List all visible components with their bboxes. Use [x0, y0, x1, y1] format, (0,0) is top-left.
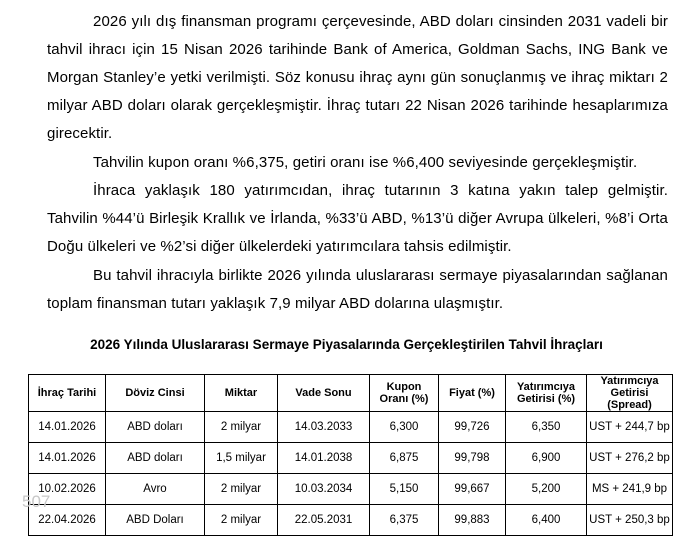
- cell-yield: 6,350: [506, 412, 587, 443]
- cell-spread: UST + 276,2 bp: [587, 443, 673, 474]
- cell-maturity: 14.03.2033: [278, 412, 370, 443]
- cell-coupon: 5,150: [370, 474, 439, 505]
- cell-coupon: 6,875: [370, 443, 439, 474]
- cell-maturity: 10.03.2034: [278, 474, 370, 505]
- cell-currency: Avro: [106, 474, 205, 505]
- cell-issue-date: 14.01.2026: [29, 412, 106, 443]
- cell-amount: 2 milyar: [205, 412, 278, 443]
- cell-amount: 2 milyar: [205, 474, 278, 505]
- cell-currency: ABD Doları: [106, 505, 205, 536]
- paragraph-coupon: [47, 149, 668, 177]
- header-amount: Miktar: [205, 375, 278, 412]
- cell-amount: 2 milyar: [205, 505, 278, 536]
- table-title: 2026 Yılında Uluslararası Sermaye Piyasalarında Gerçekleştirilen Tahvil İhraçları: [90, 337, 603, 352]
- cell-price: 99,883: [439, 505, 506, 536]
- paragraph-issuance: [47, 8, 668, 148]
- paragraph-text: İhraca yaklaşık 180 yatırımcıdan, ihraç tutarının 3 katına yakın talep gelmiştir. Tahvilin %44’ü Birleşik Krallık ve İrlanda, %33’ü ABD, %13’ü diğer Avrupa ülkeleri, %8’i Orta Doğu ülkeleri ve %2’si diğer ülkelerdeki yatırımcılara tahsis edilmiştir.: [47, 182, 668, 255]
- cell-yield: 6,900: [506, 443, 587, 474]
- cell-issue-date: 22.04.2026: [29, 505, 106, 536]
- cell-spread: UST + 250,3 bp: [587, 505, 673, 536]
- cell-yield: 5,200: [506, 474, 587, 505]
- paragraph-demand: [47, 177, 668, 261]
- paragraph-text: 2026 yılı dış finansman programı çerçevesinde, ABD doları cinsinden 2031 vadeli bir tahvil ihracı için 15 Nisan 2026 tarihinde Bank of America, Goldman Sachs, ING Bank ve Morgan Stanley’e yetki verilmişti. Söz konusu ihraç aynı gün sonuçlanmış ve ihraç miktarı 2 milyar ABD doları olarak gerçekleşmiştir. İhraç tutarı 22 Nisan 2026 tarihinde hesaplarımıza girecektir.: [47, 13, 668, 142]
- cell-currency: ABD doları: [106, 412, 205, 443]
- cell-price: 99,667: [439, 474, 506, 505]
- cell-spread: UST + 244,7 bp: [587, 412, 673, 443]
- table-header-row: [29, 375, 673, 412]
- cell-coupon: 6,375: [370, 505, 439, 536]
- table-row: [29, 505, 673, 536]
- cell-price: 99,726: [439, 412, 506, 443]
- table-row: [29, 474, 673, 505]
- table-row: [29, 443, 673, 474]
- header-coupon: Kupon Oranı (%): [370, 375, 439, 412]
- cell-price: 99,798: [439, 443, 506, 474]
- header-price: Fiyat (%): [439, 375, 506, 412]
- page-number: 507: [22, 492, 51, 511]
- paragraph-text: Bu tahvil ihracıyla birlikte 2026 yılında uluslararası sermaye piyasalarından sağlanan toplam finansman tutarı yaklaşık 7,9 milyar ABD dolarına ulaşmıştır.: [47, 267, 668, 312]
- cell-spread: MS + 241,9 bp: [587, 474, 673, 505]
- header-spread: Yatırımcıya Getirisi (Spread): [587, 375, 673, 412]
- paragraph-text: Tahvilin kupon oranı %6,375, getiri oranı ise %6,400 seviyesinde gerçekleşmiştir.: [93, 154, 638, 171]
- header-issue-date: İhraç Tarihi: [29, 375, 106, 412]
- cell-maturity: 22.05.2031: [278, 505, 370, 536]
- header-yield: Yatırımcıya Getirisi (%): [506, 375, 587, 412]
- cell-yield: 6,400: [506, 505, 587, 536]
- bond-issuance-table: [28, 374, 673, 536]
- cell-coupon: 6,300: [370, 412, 439, 443]
- header-currency: Döviz Cinsi: [106, 375, 205, 412]
- paragraph-total: [47, 262, 668, 318]
- cell-issue-date: 14.01.2026: [29, 443, 106, 474]
- header-maturity: Vade Sonu: [278, 375, 370, 412]
- cell-amount: 1,5 milyar: [205, 443, 278, 474]
- cell-currency: ABD doları: [106, 443, 205, 474]
- cell-maturity: 14.01.2038: [278, 443, 370, 474]
- cell-issue-date: 10.02.2026: [29, 474, 106, 505]
- table-row: [29, 412, 673, 443]
